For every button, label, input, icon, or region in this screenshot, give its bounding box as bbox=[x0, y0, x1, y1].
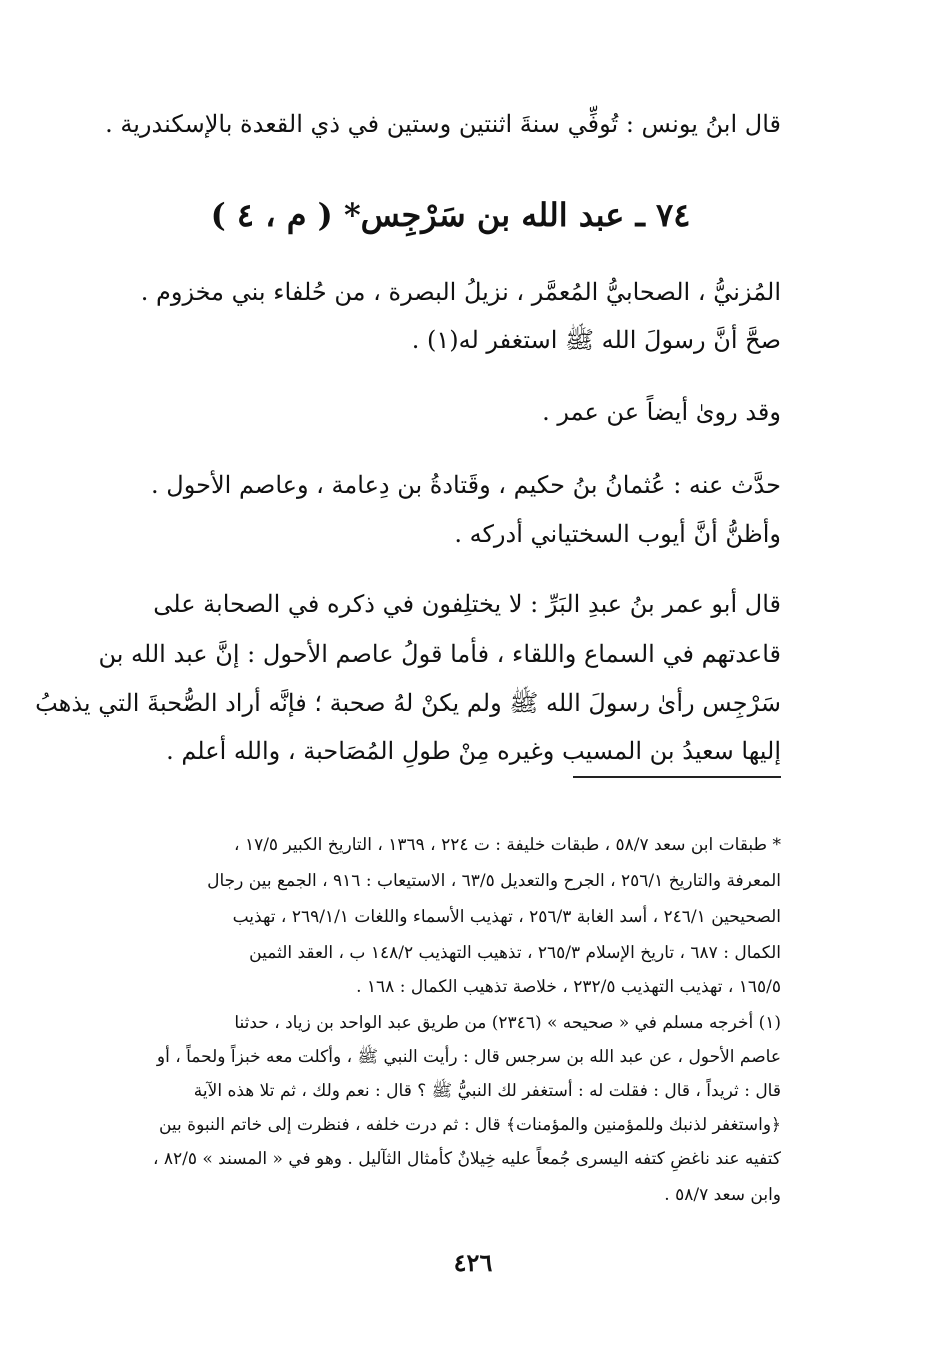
body-line: حدَّث عنه : عُثمانُ بنُ حكيم ، وقَتادةُ بن دِعامة ، وعاصم الأحول . bbox=[151, 471, 781, 499]
intro-line: قال ابنُ يونس : تُوفِّي سنةَ اثنتين وستين في ذي القعدة بالإسكندرية . bbox=[105, 110, 781, 138]
footnote-line: الصحيحين ٢٤٦/١ ، أسد الغابة ٢٥٦/٣ ، تهذيب الأسماء واللغات ٢٦٩/١/١ ، تهذيب bbox=[232, 907, 781, 927]
body-line: وقد روىٰ أيضاً عن عمر . bbox=[542, 398, 781, 426]
footnote-line: عاصم الأحول ، عن عبد الله بن سرجس قال : رأيت النبي ﷺ ، وأكلت معه خبزاً ولحماً ، أو bbox=[156, 1047, 781, 1067]
body-line: إليها سعيدُ بن المسيب وغيره مِنْ طولِ المُصَاحبة ، والله أعلم . bbox=[166, 737, 781, 765]
footnote-line: وابن سعد ٥٨/٧ . bbox=[664, 1185, 781, 1205]
footnote-line: ﴿واستغفر لذنبك وللمؤمنين والمؤمنات﴾ قال : ثم درت خلفه ، فنظرت إلى خاتم النبوة بين bbox=[158, 1115, 781, 1135]
entry-heading: ٧٤ ـ عبد الله بن سَرْجِس* ( م ، ٤ ) bbox=[210, 196, 691, 234]
body-line: وأظنُّ أنَّ أيوب السختياني أدركه . bbox=[454, 520, 781, 548]
footnote-line: ١٦٥/٥ ، تهذيب التهذيب ٢٣٢/٥ ، خلاصة تذهيب الكمال : ١٦٨ . bbox=[356, 977, 781, 997]
footnote-line: كتفيه عند ناغضِ كتفه اليسرى جُمعاً عليه خِيلانٌ كأمثال الثآليل . وهو في « المسند » ٨٢/٥ ، bbox=[152, 1149, 781, 1169]
footnote-line: المعرفة والتاريخ ٢٥٦/١ ، الجرح والتعديل ٦٣/٥ ، الاستيعاب : ٩١٦ ، الجمع بين رجال bbox=[207, 871, 781, 891]
body-line: المُزنيُّ ، الصحابيُّ المُعمَّر ، نزيلُ البصرة ، من حُلفاء بني مخزوم . bbox=[140, 278, 781, 306]
body-line: سَرْجِس رأىٰ رسولَ الله ﷺ ولم يكنْ لهُ صحبة ؛ فإنَّه أراد الصُّحبةَ التي يذهبُ bbox=[35, 689, 781, 717]
body-line: صحَّ أنَّ رسولَ الله ﷺ استغفر له(١) . bbox=[411, 326, 781, 354]
footnote-line: * طبقات ابن سعد ٥٨/٧ ، طبقات خليفة : ت ٢٢٤ ، ١٣٦٩ ، التاريخ الكبير ١٧/٥ ، bbox=[234, 835, 781, 855]
body-line: قاعدتهم في السماع واللقاء ، فأما قولُ عاصم الأحول : إنَّ عبد الله بن bbox=[98, 640, 781, 668]
footnote-line: قال : ثريداً ، قال : فقلت له : أستغفر لك النبيُّ ﷺ ؟ قال : نعم ولك ، ثم تلا هذه الآية bbox=[193, 1081, 781, 1101]
body-line: قال أبو عمر بنُ عبدِ البَرِّ : لا يختلِفون في ذكره في الصحابة على bbox=[153, 590, 781, 618]
page-number: ٤٢٦ bbox=[453, 1248, 493, 1277]
footnote-separator bbox=[573, 776, 781, 778]
footnote-line: (١) أخرجه مسلم في « صحيحه » (٢٣٤٦) من طريق عبد الواحد بن زياد ، حدثنا bbox=[234, 1013, 781, 1033]
footnote-line: الكمال : ٦٨٧ ، تاريخ الإسلام ٢٦٥/٣ ، تذهيب التهذيب ١٤٨/٢ ب ، العقد الثمين bbox=[249, 943, 781, 963]
